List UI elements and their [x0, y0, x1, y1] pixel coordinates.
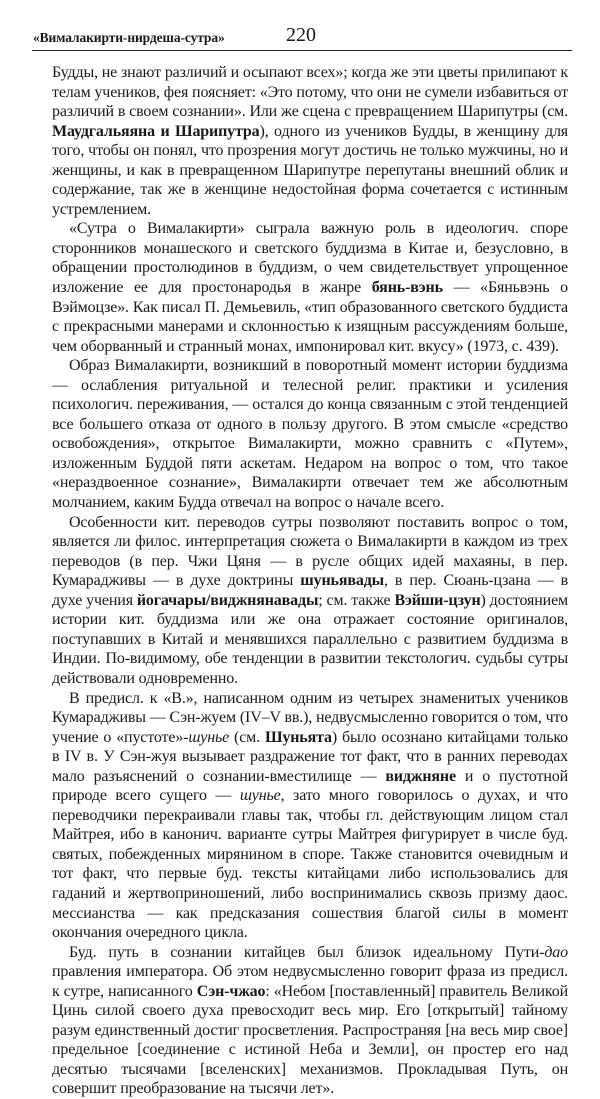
paragraph — [52, 356, 568, 512]
paragraph — [52, 513, 568, 689]
text-run: ; см. также — [318, 591, 395, 609]
page-number: 220 — [286, 24, 316, 46]
term-reference: Сэн-чжао — [196, 982, 266, 1000]
text-run: , зато много говорилось о духах, и что переводчики перекраивали главы так, чтобы гл. действующим лицом стал Майтрея, ибо в канонич. варианте сутры Майтрея фигурирует в числе буд. святых, побежденных мирянином в споре. Также становится очевидным и тот факт, что первые буд. тексты китайцами либо использовались для гаданий и жертвоприношений, либо воспринимались сквозь призму даос. мессианства — как предсказания сошествия благой силы в момент окончания очередного цикла. — [52, 787, 568, 942]
term-reference: виджняне — [385, 767, 456, 785]
text-run: , в пер. Сюань-цзана — в духе учения — [52, 572, 568, 609]
italic-term: шунье — [188, 728, 230, 746]
term-reference: Маудгальяяна и Шарипутра — [52, 122, 260, 140]
term-reference: шуньявады — [300, 572, 384, 590]
term-reference: бянь-вэнь — [371, 279, 443, 297]
page-header — [32, 24, 572, 51]
paragraph — [52, 219, 568, 356]
term-reference: Вэйши-цзун — [394, 591, 481, 609]
text-run: Образ Вималакирти, возникший в поворотный момент истории буддизма — ослабления ритуальной и телесной религ. практики и усиления психологич. переживания, — остался до конца связанным с этой тенденцией все большего отказа от одного в пользу другого. В этом смысле «средство освобождения», открытое Вималакирти, можно сравнить с «Путем», изложенным Буддой пяти аскетам. Недаром на вопрос о том, что такое «нераздвоенное сознание», Вималакирти отвечает тем же абсолютным молчанием, каким Будда отвечал на вопрос о начале всего. — [52, 357, 568, 512]
paragraph — [52, 63, 568, 219]
text-run: ), одного из учеников Будды, в женщину для того, чтобы он понял, что прозрения могут достичь не только мужчины, но и женщины, и как в превращенном Шарипутре перепутаны внешний облик и содержание, так же в женщине недостойная форма сочетается с истинным устремлением. — [52, 122, 568, 218]
text-run: В предисл. к «В.», написанном одним из четырех знаменитых учеников Кумарадживы — Сэн-жуем (IV–V вв.), недвусмысленно говорится о том, что учение о «пустоте»- — [52, 689, 568, 746]
italic-term: дао — [544, 943, 568, 961]
text-run: и о пустотной природе всего сущего — — [52, 767, 568, 805]
text-run: «Сутра о Вималакирти» сыграла важную роль в идеологич. споре сторонников монашеского и светского буддизма в Китае и, безусловно, в обращении простолюдинов в буддизм, о чем свидетельствует упрощенное изложение ее для простонародья в жанре — [52, 220, 568, 297]
text-run: : «Небом [поставленный] правитель Великой Цинь силой своего духа превосходит весь мир. Его [открытый] тайному разум единственный достиг просветления. Распространяя [на весь мир свое] предельное [соединение с истиной Неба и Земли], он простер его над десятью тысячами [вселенских] механизмов. Прокладывая Путь, он совершит преобразование на тысячи лет». — [52, 982, 568, 1098]
text-run: (см. — [229, 728, 265, 746]
paragraph — [52, 943, 568, 1099]
running-title: «Вималакирти-нирдеша-сутра» — [33, 30, 225, 45]
text-run: Будды, не знают различий и осыпают всех»; когда же эти цветы прилипают к телам учеников, фея поясняет: «Это потому, что они не сумели избавиться от различий в своем сознании». Или же сцена с превращением Шарипутры (см. — [52, 64, 568, 121]
text-run: ) достоянием истории кит. буддизма или же она отражает состояние оригиналов, поступавших в Китай и менявшихся параллельно с развитием буддизма в Индии. По-видимому, обе тенденции в развитии текстологич. судьбы сутры действовали одновременно. — [52, 591, 568, 687]
term-reference: йогачары/виджнянавады — [136, 591, 319, 609]
text-run: ) было осознано китайцами только в IV в. У Сэн-жуя вызывает раздражение тот факт, что в ранних переводах мало разъяснений о сознании-вместилище — — [52, 728, 569, 785]
article-body — [52, 63, 568, 1099]
term-reference: Шуньята — [264, 728, 332, 746]
text-run: Буд. путь в сознании китайцев был близок идеальному Пути- — [69, 943, 545, 961]
text-run: Особенности кит. переводов сутры позволяют поставить вопрос о том, является ли филос. интерпретация сюжета о Вималакирти в каждом из трех переводов (в пер. Чжи Цяня — в русле общих идей махаяны, в пер. Кумарадживы — в духе доктрины — [52, 513, 568, 590]
paragraph — [52, 689, 568, 943]
italic-term: шунье — [239, 787, 281, 805]
text-run: — «Бяньвэнь о Вэймоцзе». Как писал П. Демьевиль, «тип образованного светского буддиста с прекрасными манерами и склонностью к изящным рассуждениям больше, чем оборванный и странный монах, импонировал кит. вкусу» (1973, с. 439). — [52, 279, 568, 355]
text-run: правления императора. Об этом недвусмысленно говорит фраза из предисл. к сутре, написанного — [52, 963, 568, 1000]
